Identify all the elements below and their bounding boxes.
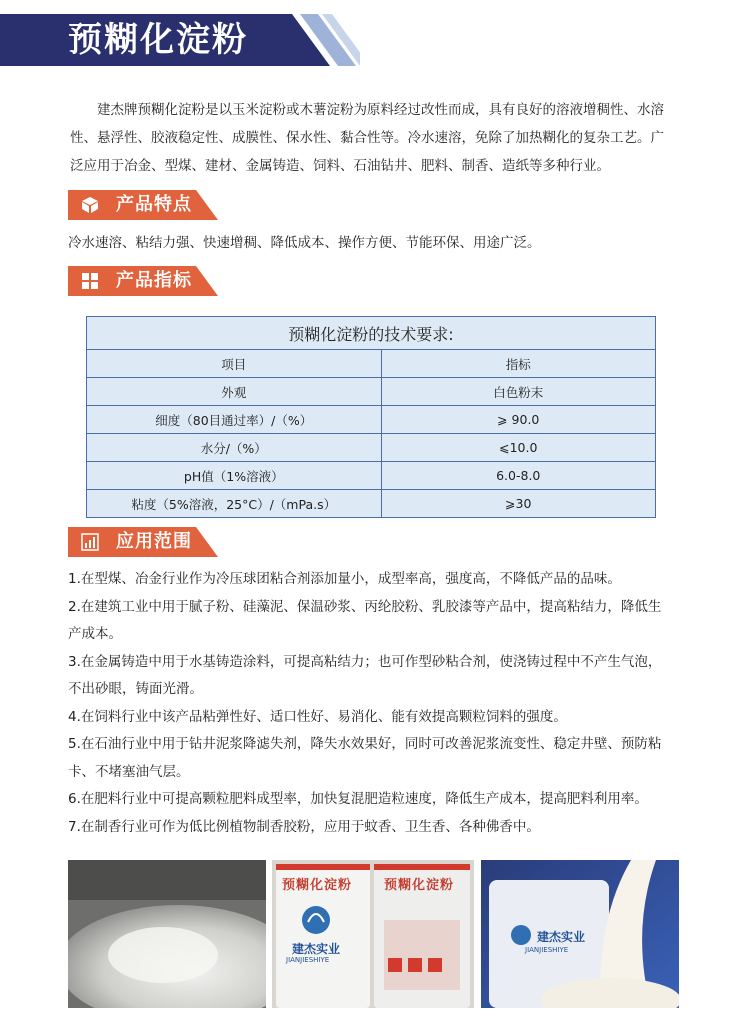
- section-header-features: [68, 190, 218, 220]
- table-row: [87, 378, 656, 406]
- cube-icon: [81, 196, 99, 214]
- section-header-apps: [68, 527, 218, 557]
- table-row: [87, 434, 656, 462]
- table-caption: 预糊化淀粉的技术要求:: [87, 317, 656, 350]
- list-item: 3.在金属铸造中用于水基铸造涂料，可提高粘结力；也可作型砂粘合剂，使浇铸过程中不产生气泡，不出砂眼，铸面光滑。: [68, 653, 662, 697]
- table-cell: ⩽10.0: [381, 434, 656, 462]
- table-row: [87, 490, 656, 518]
- bag-label-left: 预糊化淀粉: [282, 878, 353, 893]
- table-cell: 水分/（%）: [87, 434, 382, 462]
- list-item: 7.在制香行业可作为低比例植物制香胶粉，应用于蚊香、卫生香、各种佛香中。: [68, 818, 540, 835]
- chart-icon: [81, 533, 99, 551]
- table-header-value: 指标: [381, 350, 656, 378]
- intro-paragraph: 建杰牌预糊化淀粉是以玉米淀粉或木薯淀粉为原料经过改性而成，具有良好的溶液增稠性、水溶性、悬浮性、胶液稳定性、成膜性、保水性、黏合性等。冷水速溶，免除了加热糊化的复杂工艺。广泛应用于冶金、型煤、建材、金属铸造、饲料、石油钻井、肥料、制香、造纸等多种行业。: [70, 102, 664, 174]
- bag-brand: 建杰实业: [292, 942, 341, 956]
- photo-product-bags: [272, 860, 474, 1008]
- grid-icon: [81, 272, 99, 290]
- title-banner: [0, 14, 360, 66]
- table-row: [87, 462, 656, 490]
- table-cell: 外观: [87, 378, 382, 406]
- table-row: [87, 406, 656, 434]
- page-title: 预糊化淀粉: [68, 20, 248, 60]
- spec-table: [86, 316, 656, 518]
- bag-label-right: 预糊化淀粉: [384, 878, 455, 893]
- table-cell: 粘度（5%溶液，25°C）/（mPa.s）: [87, 490, 382, 518]
- list-item: 1.在型煤、冶金行业作为冷压球团粘合剂添加量小，成型率高，强度高，不降低产品的品味。: [68, 571, 621, 587]
- pouring-brand-pinyin: JIANJIESHIYE: [525, 946, 569, 954]
- section-title-spec: 产品指标: [116, 270, 192, 291]
- photo-powder-pile: [68, 860, 266, 1008]
- table-cell: 细度（80目通过率）/（%）: [87, 406, 382, 434]
- section-title-apps: 应用范围: [116, 531, 192, 552]
- photo-pouring-powder: [481, 860, 679, 1008]
- list-item: 4.在饲料行业中该产品粘弹性好、适口性好、易消化、能有效提高颗粒饲料的强度。: [68, 708, 567, 725]
- section-header-spec: [68, 266, 218, 296]
- table-cell: pH值（1%溶液）: [87, 462, 382, 490]
- section-title-features: 产品特点: [116, 194, 192, 215]
- table-header-item: 项目: [87, 350, 382, 378]
- table-cell: ⩾30: [381, 490, 656, 518]
- applications-list: [68, 566, 668, 841]
- table-cell: 6.0-8.0: [381, 462, 656, 490]
- pouring-brand: 建杰实业: [537, 930, 586, 944]
- list-item: 6.在肥料行业中可提高颗粒肥料成型率，加快复混肥造粒速度，降低生产成本，提高肥料利用率。: [68, 791, 648, 807]
- list-item: 5.在石油行业中用于钻井泥浆降滤失剂，降失水效果好，同时可改善泥浆流变性、稳定井壁、预防粘卡、不堵塞油气层。: [68, 736, 662, 780]
- bag-brand-pinyin: JIANJIESHIYE: [286, 956, 330, 964]
- features-text: 冷水速溶、粘结力强、快速增稠、降低成本、操作方便、节能环保、用途广泛。: [68, 235, 541, 251]
- table-cell: ⩾ 90.0: [381, 406, 656, 434]
- list-item: 2.在建筑工业中用于腻子粉、硅藻泥、保温砂浆、丙纶胶粉、乳胶漆等产品中，提高粘结力，降低生产成本。: [68, 598, 662, 642]
- table-cell: 白色粉末: [381, 378, 656, 406]
